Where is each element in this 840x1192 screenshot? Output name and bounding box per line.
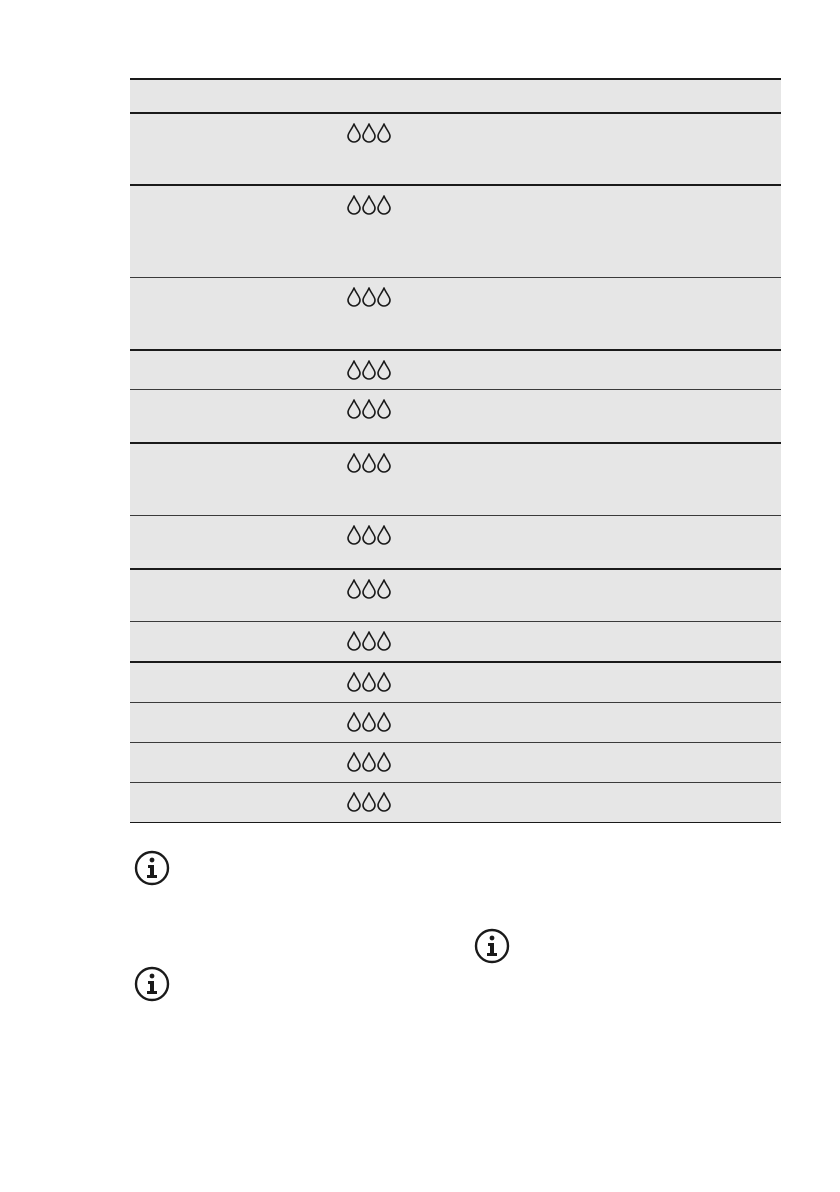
water-drops-icon xyxy=(347,712,391,730)
info-icon xyxy=(134,966,170,1002)
water-drops-icon xyxy=(347,287,391,305)
table-row xyxy=(130,389,781,442)
water-drops-icon xyxy=(347,792,391,810)
table-header-row xyxy=(130,78,781,112)
water-drops-icon xyxy=(347,579,391,597)
table-row xyxy=(130,568,781,621)
water-drops-icon xyxy=(347,360,391,378)
water-drops-icon xyxy=(347,123,391,141)
info-icon xyxy=(474,928,510,964)
water-drops-icon xyxy=(347,631,391,649)
table-row xyxy=(130,277,781,349)
table-row xyxy=(130,442,781,515)
water-drops-icon xyxy=(347,453,391,471)
table-row xyxy=(130,515,781,568)
table-row xyxy=(130,112,781,184)
table-row xyxy=(130,742,781,782)
table-row xyxy=(130,349,781,389)
water-drops-icon xyxy=(347,195,391,213)
water-drops-icon xyxy=(347,672,391,690)
water-drops-icon xyxy=(347,525,391,543)
table-row xyxy=(130,702,781,742)
table-row xyxy=(130,661,781,702)
table-row xyxy=(130,782,781,822)
info-icon xyxy=(134,850,170,886)
table-row xyxy=(130,184,781,277)
water-drops-icon xyxy=(347,752,391,770)
water-drops-icon xyxy=(347,399,391,417)
program-table xyxy=(130,78,781,823)
table-row xyxy=(130,621,781,661)
